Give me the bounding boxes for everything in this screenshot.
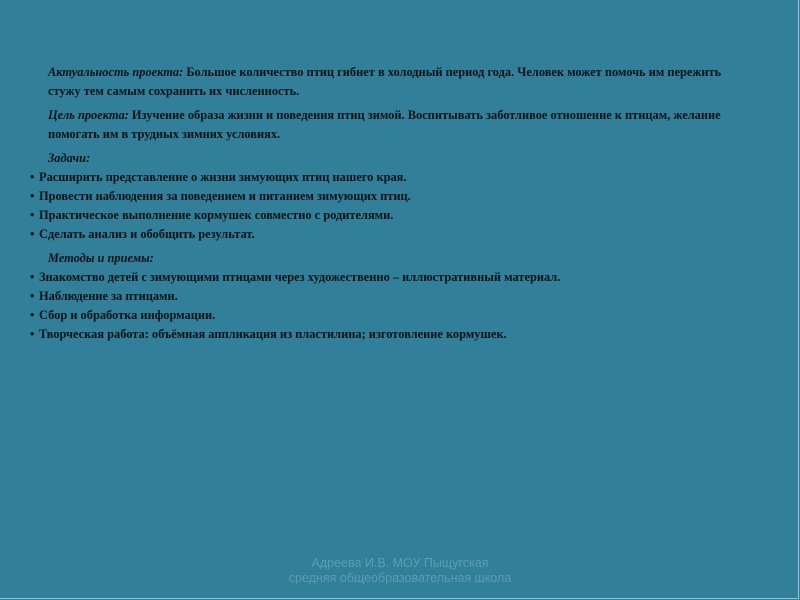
list-item: • Сбор и обработка информации. xyxy=(30,306,750,325)
list-item: • Провести наблюдения за поведением и питанием зимующих птиц. xyxy=(30,187,750,206)
footer-author: Адреева И.В. МОУ Пыщугская xyxy=(311,556,489,570)
list-item: • Творческая работа: объёмная аппликация из пластилина; изготовление кормушек. xyxy=(30,325,750,344)
relevance-paragraph xyxy=(48,63,750,101)
list-item: • Знакомство детей с зимующими птицами через художественно – иллюстративный материал. xyxy=(30,268,750,287)
tasks-heading: Задачи: xyxy=(48,151,91,165)
footer-school: средняя общеобразовательная школа xyxy=(288,571,512,585)
list-item: • Практическое выполнение кормушек совместно с родителями. xyxy=(30,206,750,225)
list-item: • Наблюдение за птицами. xyxy=(30,287,750,306)
relevance-label: Актуальность проекта: xyxy=(48,65,184,79)
slide-footer xyxy=(0,556,800,586)
relevance-text: Большое количество птиц гибнет в холодный период года. Человек может помочь им пережить стужу тем самым сохранить их численность. xyxy=(48,65,722,98)
list-item: • Сделать анализ и обобщить результат. xyxy=(30,225,750,244)
methods-list xyxy=(30,268,750,344)
goal-label: Цель проекта: xyxy=(48,108,129,122)
goal-text: Изучение образа жизни и поведения птиц зимой. Воспитывать заботливое отношение к птицам, желание помогать им в трудных зимних условиях. xyxy=(48,108,721,141)
slide-content xyxy=(30,63,750,349)
tasks-list xyxy=(30,168,750,244)
list-item: • Расширить представление о жизни зимующих птиц нашего края. xyxy=(30,168,750,187)
goal-paragraph xyxy=(48,106,750,144)
methods-heading: Методы и приемы: xyxy=(48,251,154,265)
